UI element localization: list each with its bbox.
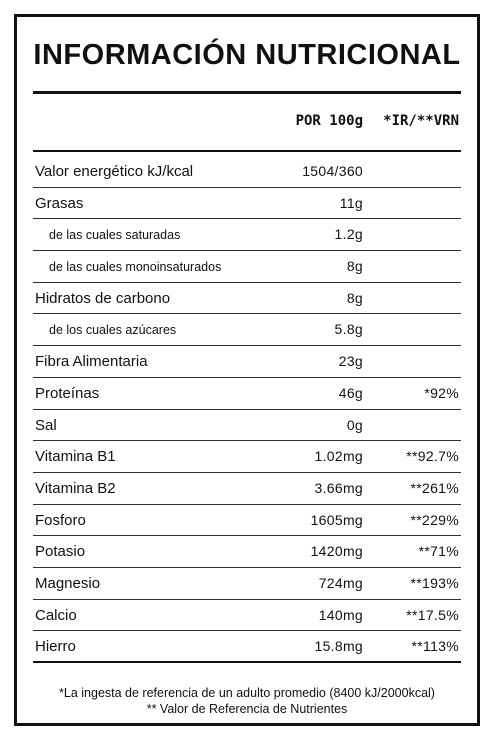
column-header-per-100g: POR 100g: [295, 113, 363, 129]
nutrient-ir-percent: **193%: [410, 574, 459, 591]
nutrient-value: 1504/360: [302, 163, 363, 179]
nutrient-value: 1.02mg: [314, 448, 363, 465]
nutrient-value: 0g: [346, 416, 363, 433]
nutrient-label: Valor energético kJ/kcal: [35, 163, 194, 180]
nutrient-ir-percent: **229%: [410, 511, 459, 528]
nutrient-value: 1.2g: [334, 226, 363, 243]
nutrient-label: Potasio: [35, 543, 86, 561]
nutrient-value: 5.8g: [334, 321, 363, 338]
nutrient-label: Fibra Alimentaria: [35, 353, 148, 371]
nutrient-value: 1420mg: [310, 543, 363, 560]
table-row: [33, 251, 461, 283]
nutrient-label: Grasas: [35, 194, 84, 212]
nutrient-table: [33, 156, 461, 663]
nutrient-ir-percent: **261%: [410, 479, 459, 496]
nutrient-value: 140mg: [318, 606, 363, 623]
table-row: [33, 156, 461, 188]
table-row: [33, 378, 461, 410]
table-row: [33, 631, 461, 663]
footnote-ir: *La ingesta de referencia de un adulto promedio (8400 kJ/2000kcal): [59, 686, 435, 700]
nutrient-label: Proteínas: [35, 384, 100, 402]
header-divider: [33, 150, 461, 152]
table-row: [33, 568, 461, 600]
table-row: [33, 219, 461, 251]
nutrient-label: Fosforo: [35, 511, 86, 529]
nutrient-value: 15.8mg: [314, 638, 363, 655]
table-row: [33, 283, 461, 315]
footnotes: [17, 685, 477, 717]
footnote-vrn: ** Valor de Referencia de Nutrientes: [146, 702, 348, 716]
table-row: [33, 473, 461, 505]
table-row: [33, 536, 461, 568]
table-row: [33, 441, 461, 473]
nutrition-panel: [14, 14, 480, 726]
nutrient-label: Hierro: [35, 638, 76, 656]
nutrient-label: Calcio: [35, 606, 77, 624]
title-divider: [33, 91, 461, 94]
nutrient-label: de los cuales azúcares: [49, 323, 177, 338]
nutrient-ir-percent: **17.5%: [406, 606, 459, 623]
table-row: [33, 505, 461, 537]
nutrient-label: de las cuales saturadas: [49, 228, 181, 243]
panel-title: INFORMACIÓN NUTRICIONAL: [33, 39, 461, 71]
nutrient-ir-percent: **71%: [418, 543, 459, 560]
nutrient-value: 23g: [338, 353, 363, 370]
nutrient-value: 11g: [339, 194, 363, 211]
nutrient-label: de las cuales monoinsaturados: [49, 260, 222, 275]
table-row: [33, 600, 461, 632]
nutrient-label: Vitamina B1: [35, 448, 116, 466]
nutrient-ir-percent: **113%: [411, 638, 459, 655]
table-row: [33, 410, 461, 442]
nutrient-value: 8g: [346, 289, 363, 306]
nutrient-ir-percent: **92.7%: [406, 448, 459, 465]
column-header-row: [33, 113, 461, 137]
nutrient-value: 8g: [346, 258, 363, 275]
nutrient-ir-percent: *92%: [424, 384, 459, 401]
table-row: [33, 188, 461, 220]
nutrient-label: Magnesio: [35, 574, 101, 592]
nutrient-value: 46g: [338, 384, 363, 401]
nutrient-label: Sal: [35, 416, 57, 434]
nutrient-value: 1605mg: [310, 511, 363, 528]
table-row: [33, 314, 461, 346]
nutrient-label: Vitamina B2: [35, 479, 116, 497]
column-header-ir-vrn: *IR/**VRN: [383, 113, 459, 129]
nutrient-label: Hidratos de carbono: [35, 289, 171, 307]
nutrient-value: 724mg: [318, 574, 363, 591]
nutrient-value: 3.66mg: [314, 479, 363, 496]
table-row: [33, 346, 461, 378]
